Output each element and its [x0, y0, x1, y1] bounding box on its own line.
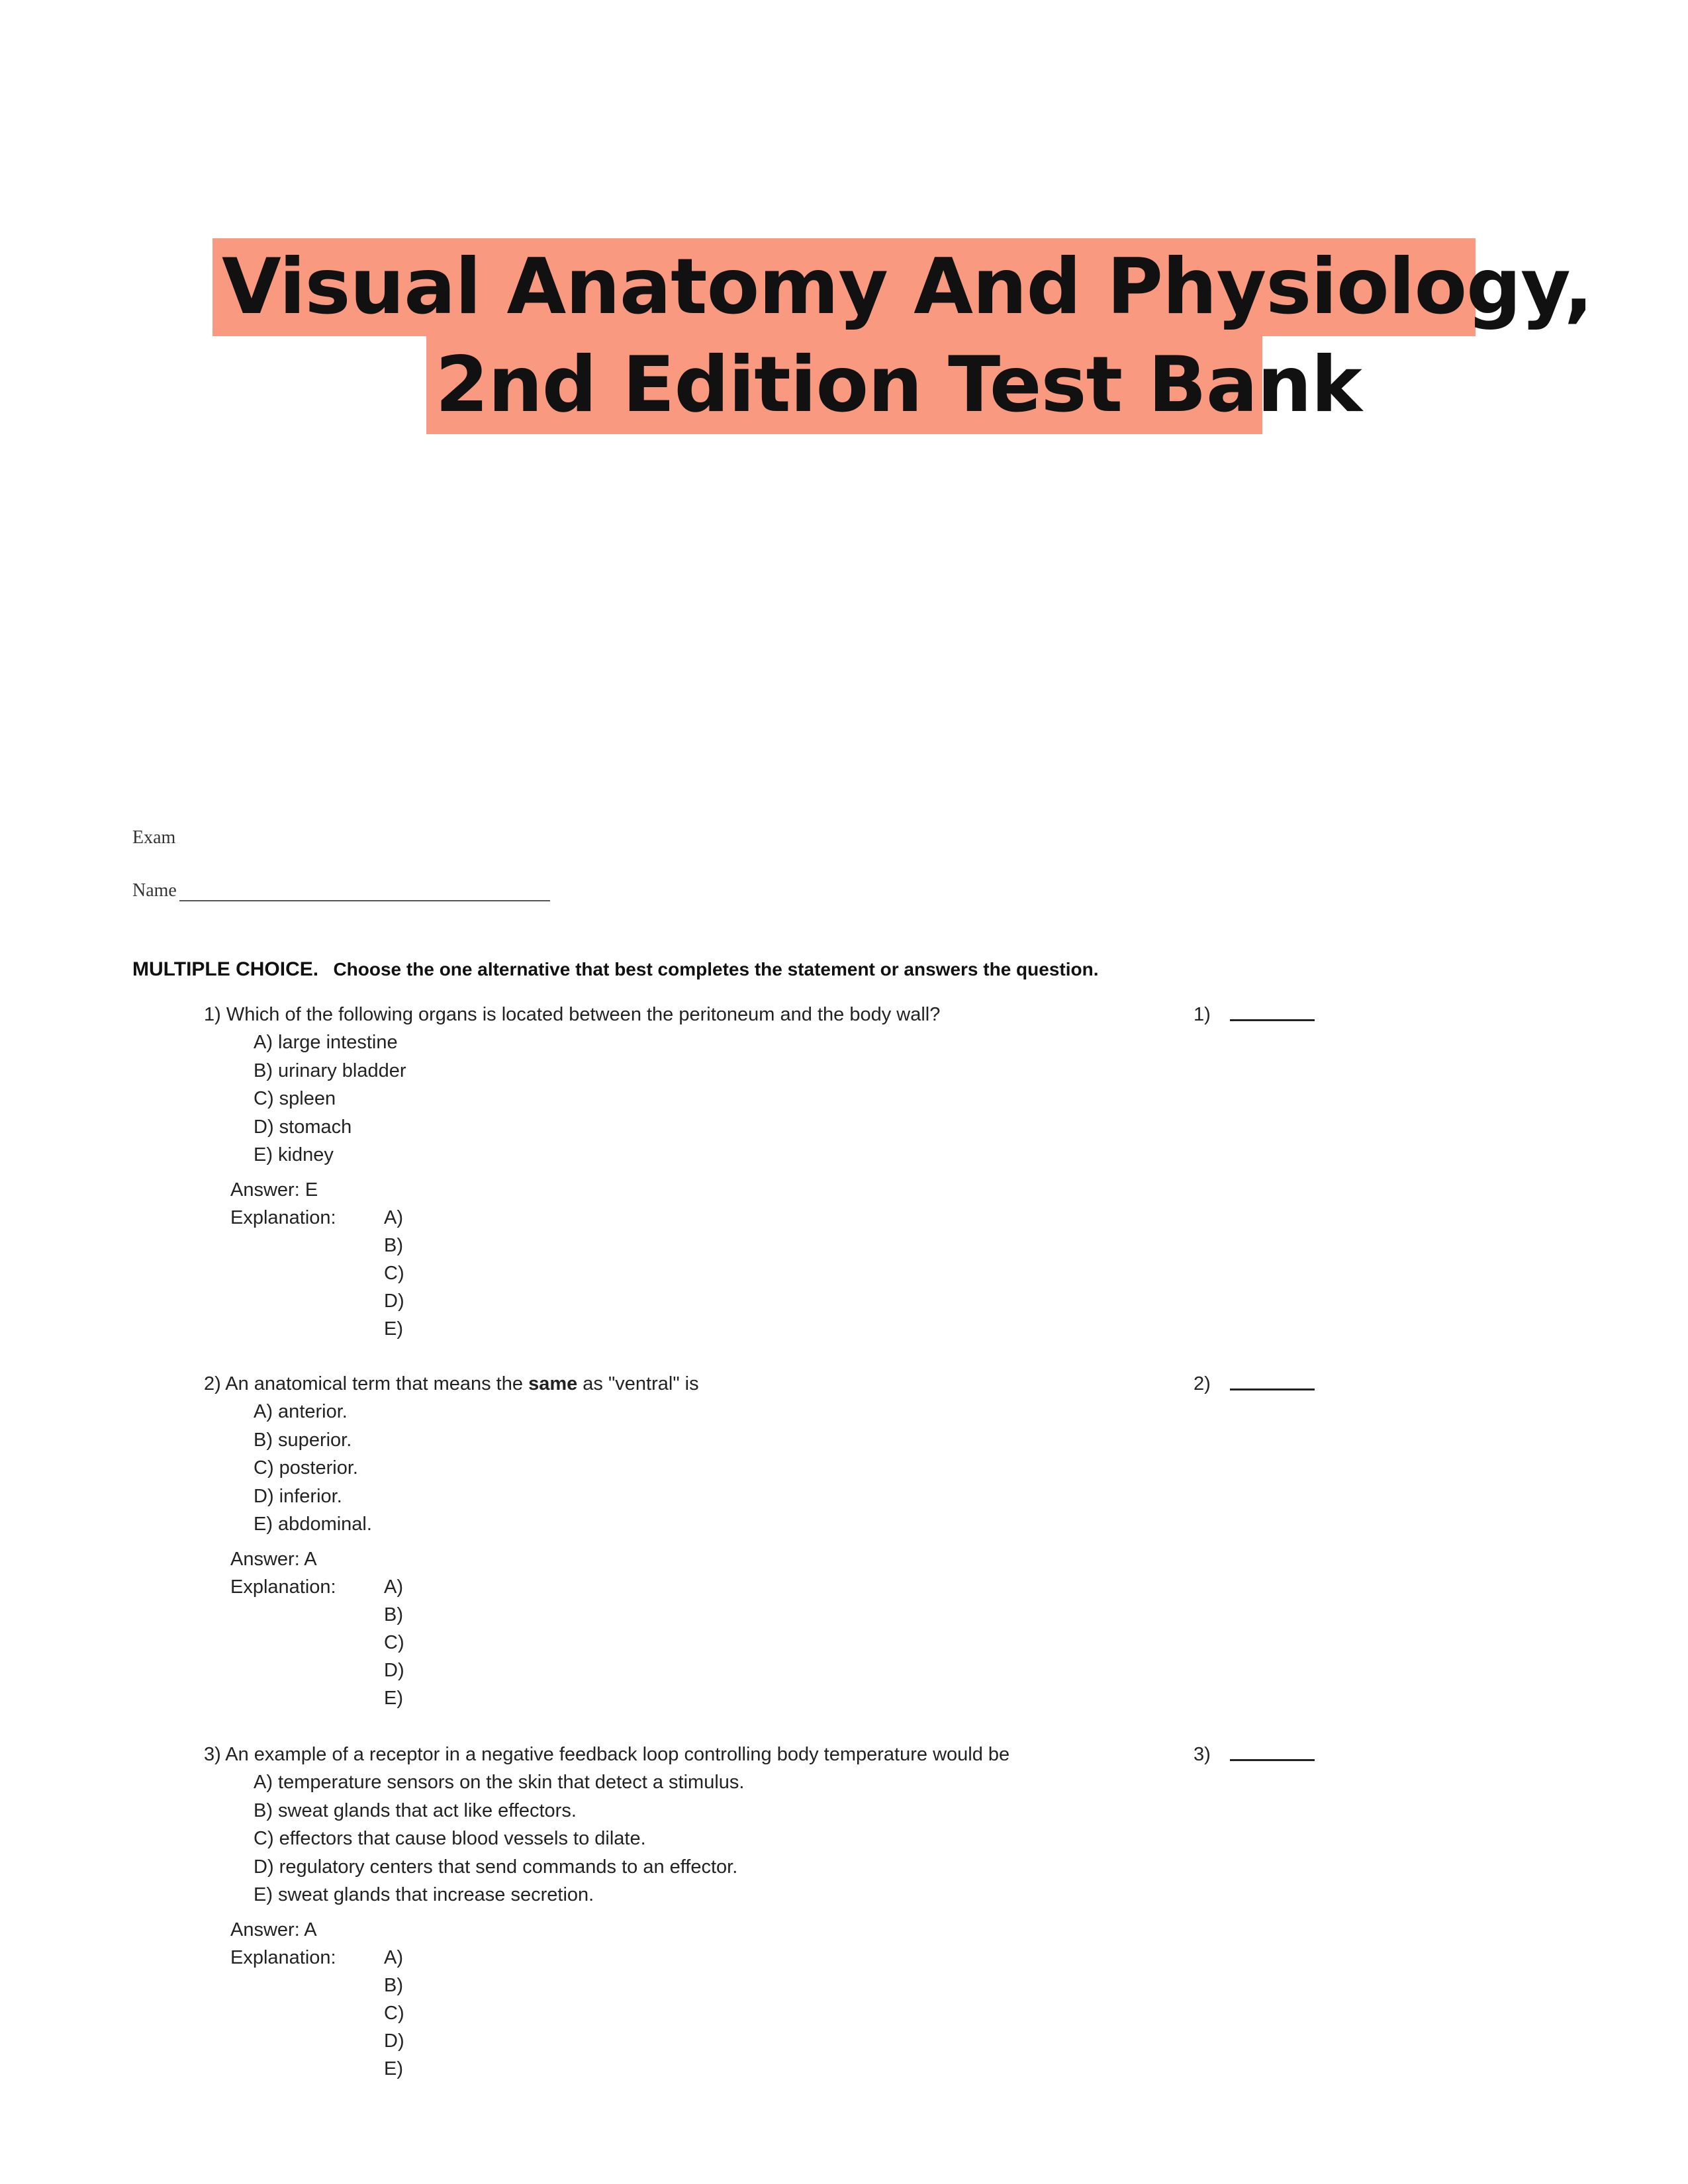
question-2	[204, 1370, 1329, 1712]
answer-key: Answer: A	[230, 1919, 317, 1940]
explanation-label: Explanation:	[230, 1946, 336, 1968]
answer-slot-number: 1)	[1194, 1004, 1211, 1025]
explanation-letter: D)	[384, 2030, 404, 2052]
option-a: A) anterior.	[254, 1401, 348, 1422]
name-blank-line	[179, 883, 550, 901]
explanation-letter: E)	[384, 1687, 403, 1709]
question-text-emphasis: same	[528, 1373, 578, 1394]
answer-slot-number: 3)	[1194, 1744, 1211, 1765]
name-row	[132, 880, 550, 901]
option-b: B) superior.	[254, 1429, 352, 1451]
explanation-letter: D)	[384, 1659, 404, 1681]
title-line-2: 2nd Edition Test Bank	[426, 336, 1262, 434]
explanation-letter: C)	[384, 1262, 404, 1284]
question-text	[225, 1373, 698, 1394]
answer-key: Answer: A	[230, 1548, 317, 1570]
option-e: E) abdominal.	[254, 1514, 372, 1535]
explanation-letter: A)	[384, 1576, 403, 1598]
option-list	[254, 1768, 1329, 1909]
explanation-letter: E)	[384, 1318, 403, 1340]
question-3	[204, 1741, 1329, 2083]
document-title	[0, 238, 1688, 434]
option-c: C) spleen	[254, 1088, 336, 1109]
option-list	[254, 1028, 1329, 1169]
question-text-part: as "ventral" is	[577, 1373, 699, 1394]
explanation-letter: D)	[384, 1290, 404, 1312]
explanation	[230, 1944, 1329, 2083]
answer-key: Answer: E	[230, 1179, 318, 1201]
answer-blank-line	[1230, 1759, 1315, 1761]
question-stem	[204, 1370, 1329, 1398]
explanation-letters	[384, 1573, 404, 1712]
option-d: D) inferior.	[254, 1485, 342, 1507]
explanation-letter: C)	[384, 1631, 404, 1653]
question-number: 1)	[204, 1004, 221, 1025]
option-e: E) kidney	[254, 1144, 334, 1165]
option-c: C) posterior.	[254, 1457, 358, 1479]
explanation-letter: B)	[384, 1974, 403, 1996]
section-title: MULTIPLE CHOICE.	[132, 958, 319, 980]
question-stem	[204, 1001, 1329, 1028]
option-e: E) sweat glands that increase secretion.	[254, 1884, 594, 1905]
option-d: D) stomach	[254, 1116, 352, 1138]
question-text-part: An anatomical term that means the	[225, 1373, 529, 1394]
answer-slot-number: 2)	[1194, 1373, 1211, 1394]
question-number: 2)	[204, 1373, 221, 1394]
question-1	[204, 1001, 1329, 1343]
question-stem	[204, 1741, 1329, 1768]
title-line-1: Visual Anatomy And Physiology,	[212, 238, 1476, 336]
explanation-label: Explanation:	[230, 1206, 336, 1228]
question-text: An example of a receptor in a negative feedback loop controlling body temperature would be	[225, 1744, 1010, 1765]
section-heading	[132, 958, 1099, 981]
answer-blank-line	[1230, 1019, 1315, 1021]
exam-label: Exam	[132, 827, 176, 848]
explanation-letters	[384, 1944, 404, 2083]
explanation-letter: C)	[384, 2002, 404, 2024]
explanation-letter: B)	[384, 1234, 403, 1256]
explanation	[230, 1573, 1329, 1712]
name-label: Name	[132, 880, 177, 901]
answer-blank-line	[1230, 1388, 1315, 1390]
option-d: D) regulatory centers that send commands to an effector.	[254, 1856, 738, 1878]
option-b: B) urinary bladder	[254, 1060, 406, 1081]
explanation	[230, 1204, 1329, 1343]
explanation-label: Explanation:	[230, 1576, 336, 1598]
explanation-letter: A)	[384, 1206, 403, 1228]
option-a: A) large intestine	[254, 1032, 398, 1053]
option-c: C) effectors that cause blood vessels to dilate.	[254, 1828, 646, 1849]
option-list	[254, 1398, 1329, 1539]
explanation-letter: B)	[384, 1604, 403, 1625]
option-a: A) temperature sensors on the skin that detect a stimulus.	[254, 1772, 745, 1793]
explanation-letter: E)	[384, 2058, 403, 2079]
option-b: B) sweat glands that act like effectors.	[254, 1799, 577, 1821]
question-text: Which of the following organs is located between the peritoneum and the body wall?	[226, 1004, 941, 1025]
section-instructions: Choose the one alternative that best completes the statement or answers the question.	[333, 959, 1099, 979]
explanation-letters	[384, 1204, 404, 1343]
explanation-letter: A)	[384, 1946, 403, 1968]
question-number: 3)	[204, 1744, 221, 1765]
